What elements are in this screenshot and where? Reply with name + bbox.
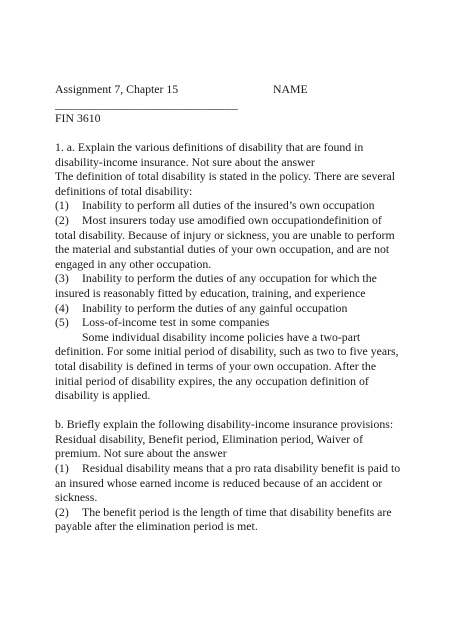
name-label: NAME xyxy=(273,82,308,96)
list-number: (3) xyxy=(55,271,69,286)
list-item xyxy=(55,198,405,213)
definition-intro: The definition of total disability is stated in the policy. There are several definitions of total disability: xyxy=(55,169,396,198)
document-body xyxy=(55,140,405,534)
list-item xyxy=(55,315,405,330)
list-number: (1) xyxy=(55,198,69,213)
list-text: Inability to perform the duties of any occupation for which the insured is reasonably fitted by education, training, and experience xyxy=(55,271,377,300)
paragraph-gap xyxy=(55,403,405,418)
list-number: (5) xyxy=(55,315,69,330)
list-item xyxy=(55,461,405,505)
list-number: (4) xyxy=(55,300,69,315)
list-item xyxy=(55,213,405,271)
name-underline: ______________________________ xyxy=(55,97,238,111)
list-item xyxy=(55,301,405,316)
assignment-title: Assignment 7, Chapter 15 xyxy=(55,82,179,96)
list-text: Inability to perform the duties of any gainful occupation xyxy=(82,300,348,315)
list-text: Inability to perform all duties of the insured’s own occupation xyxy=(82,198,375,213)
list-text: The benefit period is the length of time that disability benefits are payable after the elimination period is met. xyxy=(55,504,392,534)
question-1b: b. Briefly explain the following disability-income insurance provisions: Residual disability, Benefit period, Elimination period, Waiver of premium. Not sure about the answer xyxy=(55,417,394,461)
list-item xyxy=(55,505,405,534)
list-item xyxy=(55,271,405,300)
list-number: (2) xyxy=(55,504,69,519)
list-text: Loss-of-income test in some companies xyxy=(82,315,270,330)
question-1a: 1. a. Explain the various definitions of disability that are found in disability-income insurance. Not sure about the answer xyxy=(55,140,364,169)
list-text: Residual disability means that a pro rata disability benefit is paid to an insured whose earned income is reduced because of an accident or sickness. xyxy=(55,461,401,505)
two-part-definition-paragraph: Some individual disability income policies have a two-part definition. For some initial period of disability, such as two to five years, total disability is defined in terms of your own occupation. After the initial period of disability expires, the any occupation definition of disability is applied. xyxy=(55,329,399,403)
list-text: Most insurers today use amodified own occupationdefinition of total disability. Because of injury or sickness, you are unable to perform the material and substantial duties of your own occupation, and are not engaged in any other occupation. xyxy=(55,212,395,271)
list-number: (2) xyxy=(55,212,69,227)
list-number: (1) xyxy=(55,461,69,476)
course-code: FIN 3610 xyxy=(55,111,101,125)
